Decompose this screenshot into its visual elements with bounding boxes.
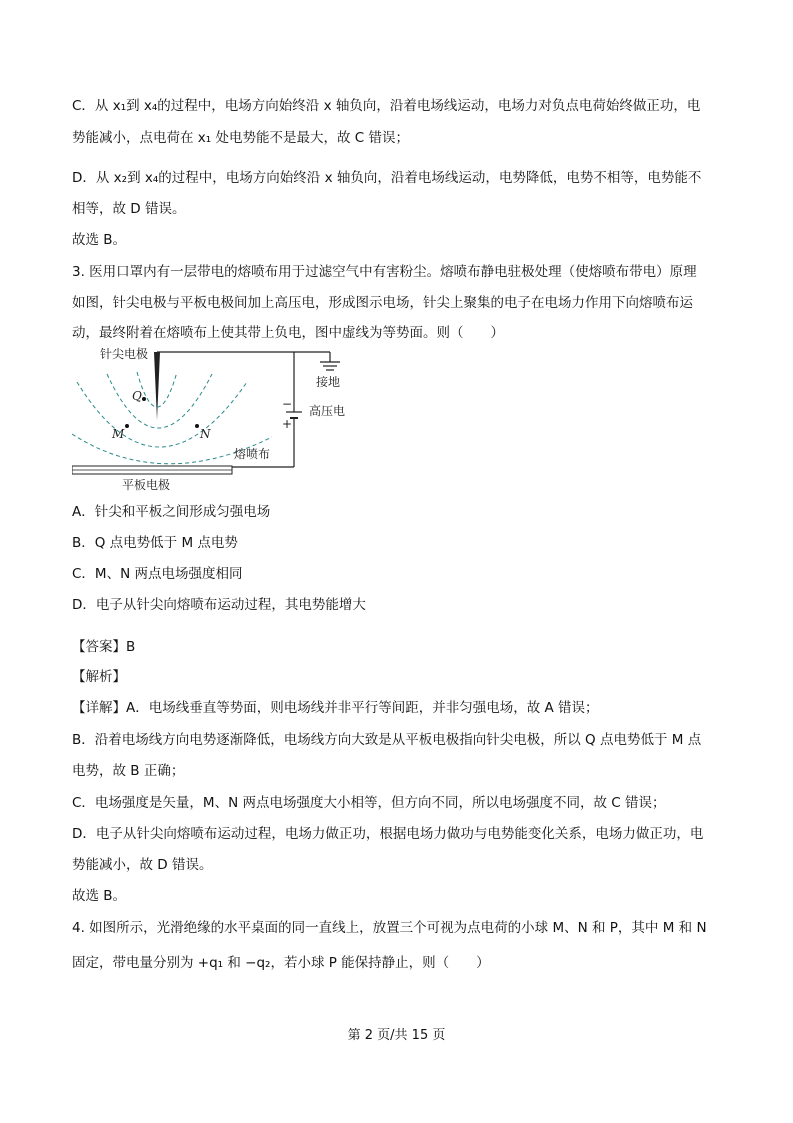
label-q: Q <box>132 389 142 403</box>
text-line: C．从 x₁到 x₄的过程中，电场方向始终沿 x 轴负向，沿着电场线运动，电场力对负点电荷始终做正功，电 <box>72 98 701 114</box>
minus-sign: − <box>282 397 293 411</box>
plus-sign: + <box>282 417 293 431</box>
point-q <box>142 397 146 401</box>
high-voltage-label: 高压电 <box>309 404 346 418</box>
detail-line: 势能减小，故 D 错误。 <box>72 857 213 873</box>
detail-line: D．电子从针尖向熔喷布运动过程，电场力做正功，根据电场力做功与电势能变化关系，电场力做正功，电 <box>72 826 704 842</box>
question-3-text: 如图，针尖电极与平板电极间加上高压电，形成图示电场，针尖上聚集的电子在电场力作用下向熔喷布运 <box>72 295 693 311</box>
plate-label: 平板电极 <box>122 478 171 492</box>
page-footer: 第 2 页/共 15 页 <box>347 1028 446 1043</box>
cloth-label: 熔喷布 <box>234 447 271 461</box>
needle-electrode <box>154 352 160 420</box>
equipotential-line <box>77 382 247 447</box>
text-line: D．从 x₂到 x₄的过程中，电场方向始终沿 x 轴负向，沿着电场线运动，电势降低，电势不相等，电势能不 <box>72 170 702 186</box>
option-a: A．针尖和平板之间形成匀强电场 <box>72 504 271 520</box>
option-d: D．电子从针尖向熔喷布运动过程，其电势能增大 <box>72 597 366 613</box>
text-line: 相等，故 D 错误。 <box>72 201 186 217</box>
detail-line: 【详解】A．电场线垂直等势面，则电场线并非平行等间距，并非匀强电场，故 A 错误； <box>72 700 599 716</box>
electric-field-figure <box>72 342 372 492</box>
analysis-label: 【解析】 <box>72 669 126 685</box>
label-n: N <box>200 427 211 441</box>
question-4-text: 4. 如图所示，光滑绝缘的水平桌面的同一直线上，放置三个可视为点电荷的小球 M、N 和 P，其中 M 和 N <box>72 920 707 936</box>
question-4-text: 固定，带电量分别为 +q₁ 和 −q₂，若小球 P 能保持静止，则（ ） <box>72 955 490 971</box>
label-m: M <box>112 427 125 441</box>
needle-label: 针尖电极 <box>100 347 149 361</box>
detail-line: C．电场强度是矢量，M、N 两点电场强度大小相等，但方向不同，所以电场强度不同，故 C 错误； <box>72 795 666 811</box>
point-m <box>125 424 129 428</box>
answer-label: 【答案】B <box>72 639 136 655</box>
detail-line: 故选 B。 <box>72 888 127 904</box>
option-c: C．M、N 两点电场强度相同 <box>72 566 243 582</box>
text-line: 故选 B。 <box>72 232 127 248</box>
question-3-text: 动，最终附着在熔喷布上使其带上负电，图中虚线为等势面。则（ ） <box>72 325 504 341</box>
equipotential-line <box>107 374 212 428</box>
detail-line: B．沿着电场线方向电势逐渐降低，电场线方向大致是从平板电极指向针尖电极，所以 Q 点电势低于 M 点 <box>72 732 702 748</box>
ground-label: 接地 <box>316 375 341 389</box>
point-n <box>195 424 199 428</box>
detail-line: 电势，故 B 正确； <box>72 763 185 779</box>
option-b: B．Q 点电势低于 M 点电势 <box>72 535 238 551</box>
question-3-text: 3. 医用口罩内有一层带电的熔喷布用于过滤空气中有害粉尘。熔喷布静电驻极处理（使熔喷布带电）原理 <box>72 264 697 280</box>
text-line: 势能减小，点电荷在 x₁ 处电势能不是最大，故 C 错误； <box>72 130 409 146</box>
